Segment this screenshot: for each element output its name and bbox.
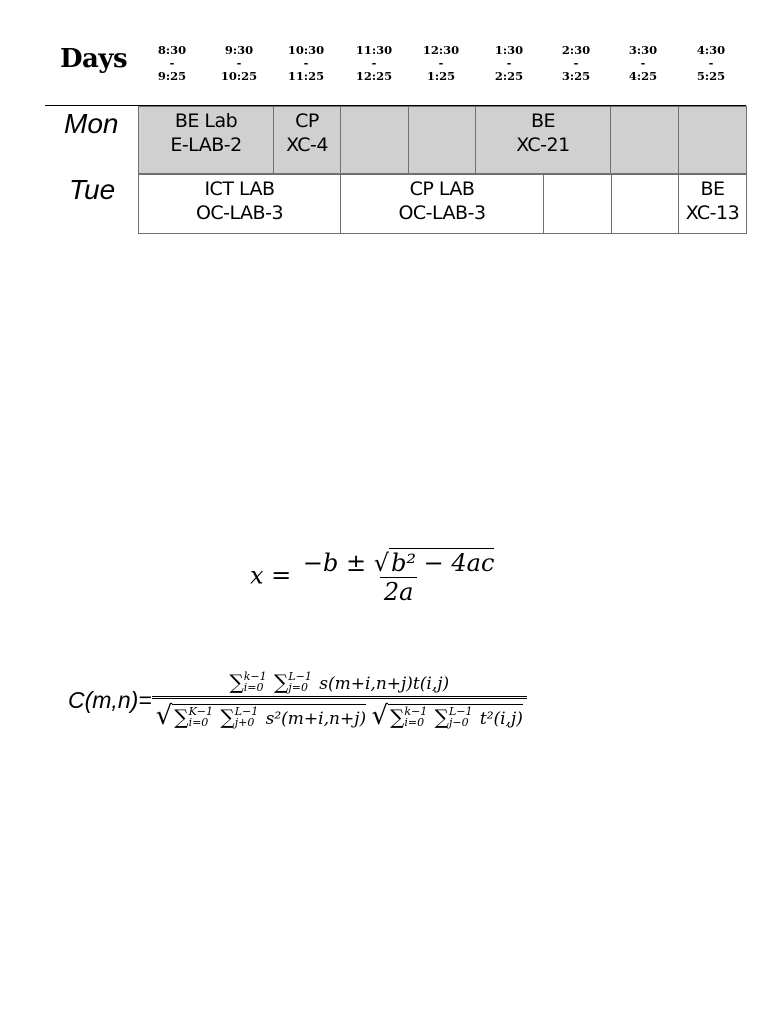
days-header: Days: [60, 44, 128, 74]
time-slot: 1:30 - 2:25: [494, 43, 524, 83]
correlation-formula: [68, 670, 527, 731]
quadratic-denominator: 2a: [380, 577, 418, 606]
timetable-cell-empty: [409, 107, 476, 174]
timetable-cell-empty: [611, 107, 679, 174]
correlation-lhs: C(m,n)=: [68, 687, 152, 713]
timetable-cell-empty: [341, 107, 409, 174]
timetable-cell-empty: [612, 175, 679, 234]
correlation-denominator: √ ∑ K−1 i=0 ∑ L−1 j+0 s²(m+i,n+j) √ ∑ k−1 i=0 ∑ L−1 j−0 t²(i,j): [152, 696, 527, 731]
quadratic-radicand: b² − 4ac: [391, 549, 495, 577]
time-slot: 9:30 - 10:25: [220, 43, 258, 83]
timetable-cell: CP LAB OC-LAB-3: [341, 175, 544, 234]
timetable-tue: [138, 174, 747, 234]
timetable-cell: BE XC-13: [679, 175, 747, 234]
day-label-mon: Mon: [64, 108, 119, 139]
time-slot: 12:30 - 1:25: [422, 43, 460, 83]
timetable-cell-empty: [544, 175, 612, 234]
time-slot: 8:30 - 9:25: [157, 43, 187, 83]
time-slot: 10:30 - 11:25: [287, 43, 325, 83]
timetable-row-tue: [139, 175, 747, 234]
timetable-cell: BE XC-21: [476, 107, 611, 174]
time-slot: 2:30 - 3:25: [561, 43, 591, 83]
timetable-cell: ICT LAB OC-LAB-3: [139, 175, 341, 234]
quadratic-numerator: −b ±: [302, 549, 374, 577]
day-label-tue: Tue: [69, 174, 116, 205]
timetable-cell: CP XC-4: [274, 107, 341, 174]
timetable-cell: BE Lab E-LAB-2: [139, 107, 274, 174]
time-slot: 3:30 - 4:25: [628, 43, 658, 83]
quadratic-formula: x = $\frac{\text{−b ± √b² − 4ac}}{2a}$: [250, 549, 495, 606]
quadratic-lhs: x =: [250, 561, 292, 590]
time-slot: 4:30 - 5:25: [696, 43, 726, 83]
timetable: [138, 106, 747, 174]
time-slot: 11:30 - 12:25: [355, 43, 393, 83]
timetable-row-mon: [139, 107, 747, 174]
timetable-cell-empty: [679, 107, 747, 174]
correlation-numerator: ∑ k−1 i=0 ∑ L−1 j=0 s(m+i,n+j)t(i,j): [229, 670, 450, 694]
